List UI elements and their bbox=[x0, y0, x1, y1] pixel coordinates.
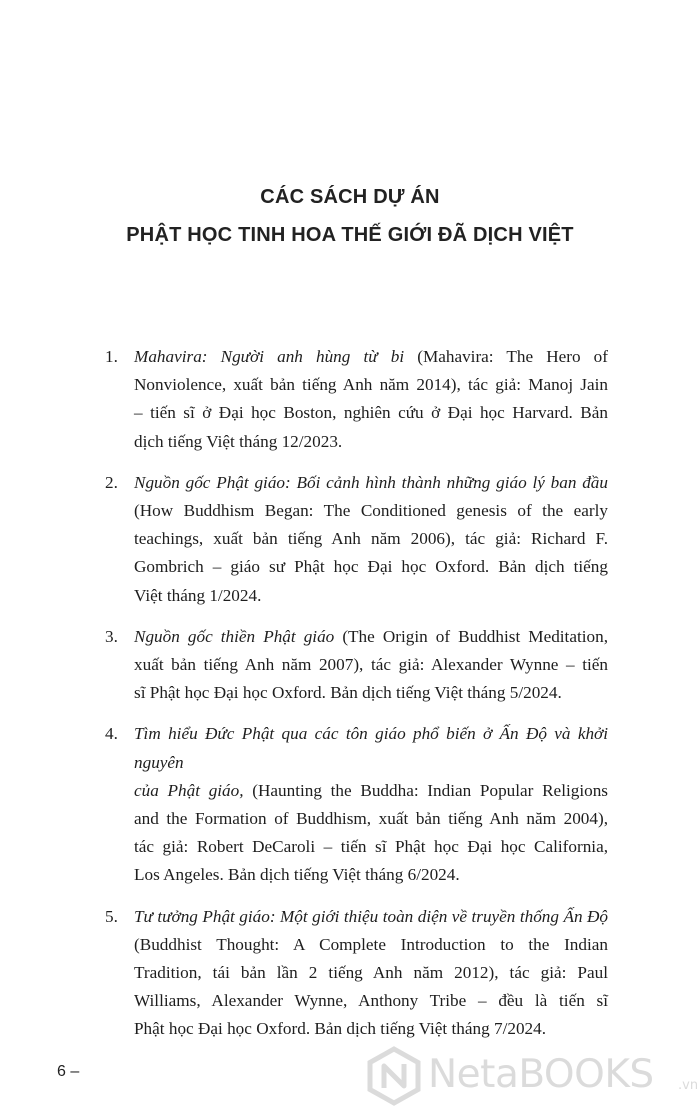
book-text-line bbox=[134, 553, 608, 581]
book-text-line bbox=[134, 343, 608, 371]
netabooks-logo-icon bbox=[364, 1046, 424, 1106]
book-description: tác giả: Robert DeCaroli – tiến sĩ Phật học Đại học California, bbox=[134, 837, 608, 857]
book-text-line bbox=[134, 469, 608, 497]
book-text-line bbox=[134, 987, 608, 1015]
book-description: (Haunting the Buddha: Indian Popular Religions bbox=[243, 780, 608, 800]
book-text-line bbox=[134, 720, 608, 776]
book-text-line bbox=[134, 833, 608, 861]
book-item bbox=[105, 720, 608, 889]
book-text-line bbox=[134, 861, 608, 889]
book-description: Los Angeles. Bản dịch tiếng Việt tháng 6/2024. bbox=[134, 865, 460, 885]
book-text-line bbox=[134, 651, 608, 679]
book-number: 2. bbox=[105, 472, 118, 492]
book-description: (The Origin of Buddhist Meditation, bbox=[334, 626, 609, 646]
book-text-line bbox=[134, 959, 608, 987]
book-text-line bbox=[134, 777, 608, 805]
book-item bbox=[105, 343, 608, 456]
watermark bbox=[364, 1046, 699, 1108]
book-text-line bbox=[134, 582, 608, 610]
book-description: xuất bản tiếng Anh năm 2007), tác giả: Alexander Wynne – tiến bbox=[134, 655, 608, 675]
book-description: (Buddhist Thought: A Complete Introduction to the Indian bbox=[134, 934, 608, 954]
book-text-line bbox=[134, 399, 608, 427]
book-description: Phật học Đại học Oxford. Bản dịch tiếng Việt tháng 7/2024. bbox=[134, 1019, 547, 1039]
book-text-line bbox=[134, 931, 608, 959]
book-description: – tiến sĩ ở Đại học Boston, nghiên cứu ở Đại học Harvard. Bản bbox=[134, 403, 608, 423]
book-description: sĩ Phật học Đại học Oxford. Bản dịch tiếng Việt tháng 5/2024. bbox=[134, 683, 562, 703]
book-number: 3. bbox=[105, 626, 118, 646]
page-heading bbox=[0, 178, 700, 254]
vietnamese-title: Mahavira: Người anh hùng từ bi bbox=[134, 347, 405, 366]
page-number: 6 – bbox=[57, 1063, 80, 1080]
book-text-line bbox=[134, 903, 608, 931]
book-text-line bbox=[134, 371, 608, 399]
book-description: (How Buddhism Began: The Conditioned genesis of the early bbox=[134, 501, 608, 521]
watermark-suffix: .vn bbox=[678, 1078, 699, 1093]
book-number: 5. bbox=[105, 906, 118, 926]
vietnamese-title: Nguồn gốc Phật giáo: Bối cảnh hình thành những giáo lý ban đầu bbox=[134, 472, 608, 492]
book-text-line bbox=[134, 497, 608, 525]
book-text-line bbox=[134, 525, 608, 553]
book-description: Việt tháng 1/2024. bbox=[134, 585, 262, 605]
book-description: Gombrich – giáo sư Phật học Đại học Oxford. Bản dịch tiếng bbox=[134, 557, 608, 577]
book-description: and the Formation of Buddhism, xuất bản tiếng Anh năm 2004), bbox=[134, 809, 608, 829]
book-number: 4. bbox=[105, 724, 118, 744]
book-description: Tradition, tái bản lần 2 tiếng Anh năm 2012), tác giả: Paul bbox=[134, 963, 608, 983]
vietnamese-title: Nguồn gốc thiền Phật giáo bbox=[134, 626, 335, 646]
book-number: 1. bbox=[105, 347, 118, 366]
book-item bbox=[105, 903, 608, 1044]
vietnamese-title: Tìm hiểu Đức Phật qua các tôn giáo phổ biến ở Ấn Độ và khởi nguyên bbox=[134, 724, 608, 772]
book-item bbox=[105, 623, 608, 708]
watermark-brand: NetaBOOKS bbox=[428, 1052, 654, 1097]
book-description: teachings, xuất bản tiếng Anh năm 2006), tác giả: Richard F. bbox=[134, 529, 608, 549]
book-item bbox=[105, 469, 608, 610]
book-description: dịch tiếng Việt tháng 12/2023. bbox=[134, 431, 343, 451]
book-text-line bbox=[134, 1015, 608, 1043]
book-text-line bbox=[134, 805, 608, 833]
vietnamese-title: Tư tưởng Phật giáo: Một giới thiệu toàn diện về truyền thống Ấn Độ bbox=[134, 906, 608, 926]
book-text-line bbox=[134, 679, 608, 707]
book-description: Nonviolence, xuất bản tiếng Anh năm 2014), tác giả: Manoj Jain bbox=[134, 375, 608, 395]
vietnamese-title: của Phật giáo, bbox=[134, 780, 244, 800]
book-description: Williams, Alexander Wynne, Anthony Tribe – đều là tiến sĩ bbox=[134, 991, 608, 1011]
book-text-line bbox=[134, 428, 608, 456]
book-description: (Mahavira: The Hero of bbox=[404, 347, 608, 366]
translated-books-list bbox=[105, 343, 608, 1044]
heading-line-1: CÁC SÁCH DỰ ÁN bbox=[260, 186, 440, 208]
heading-line-2: PHẬT HỌC TINH HOA THẾ GIỚI ĐÃ DỊCH VIỆT bbox=[126, 224, 574, 246]
book-text-line bbox=[134, 623, 608, 651]
